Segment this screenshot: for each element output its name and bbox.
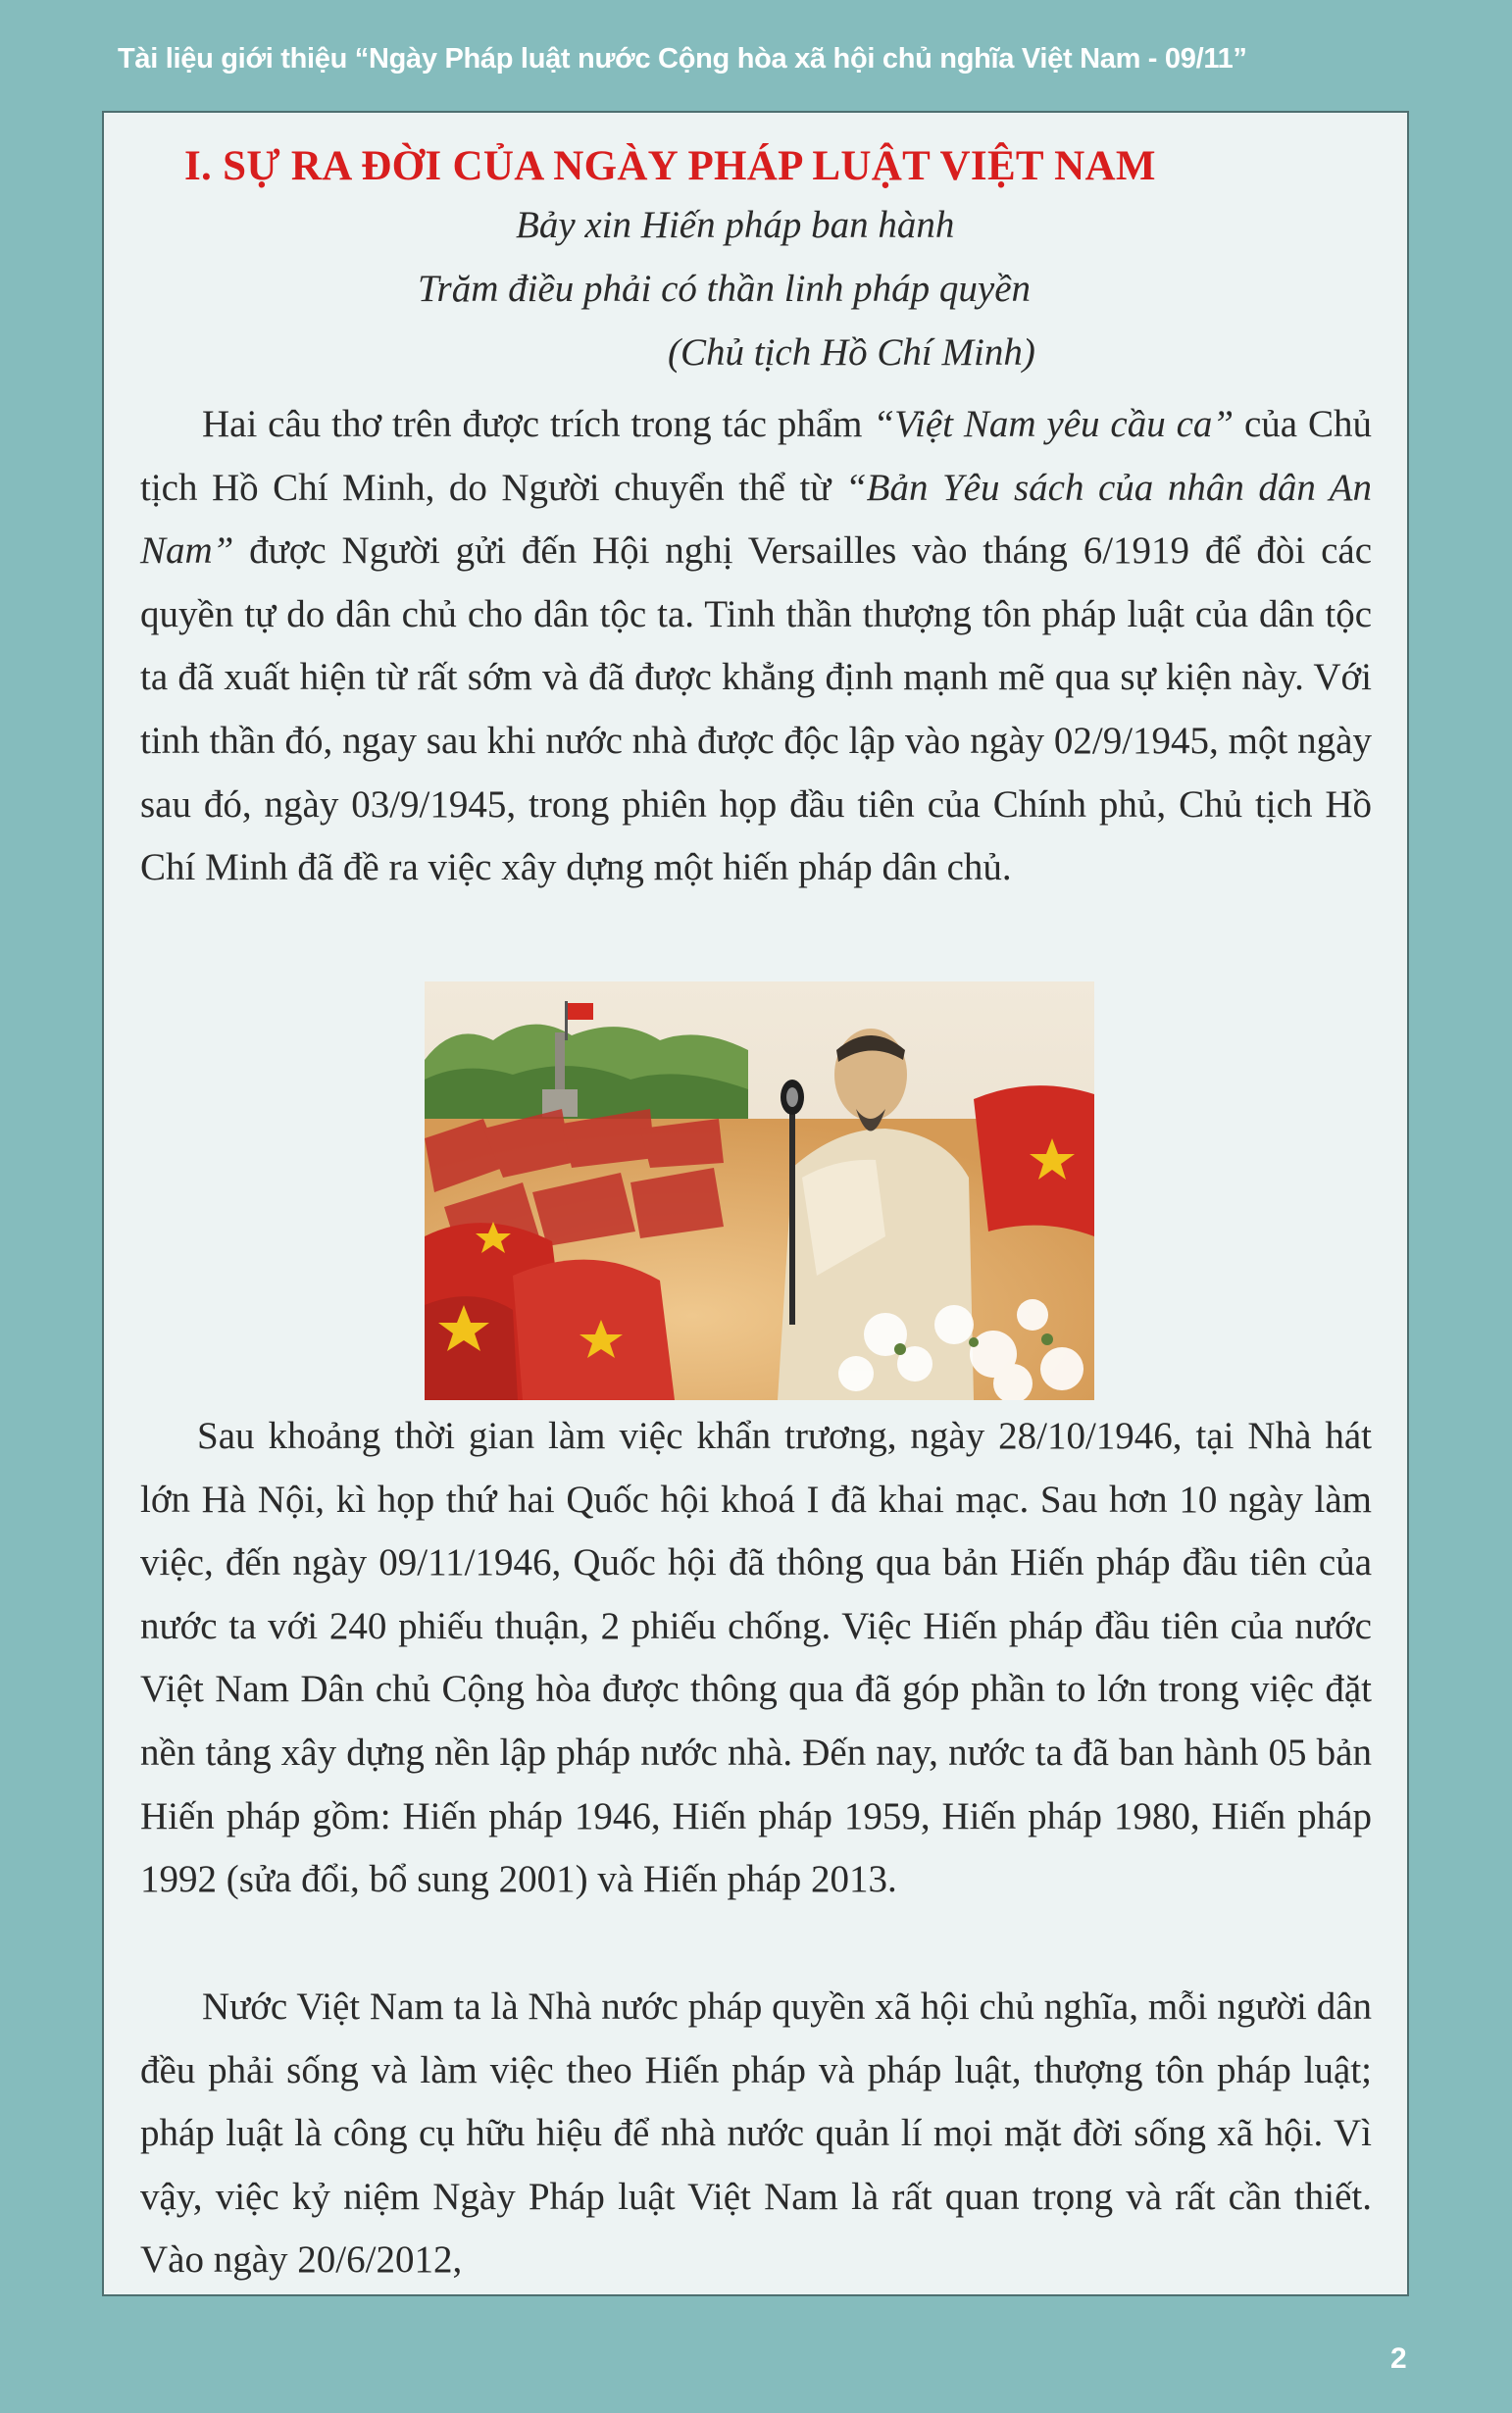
paragraph-intro-text: được Người gửi đến Hội nghị Versailles vào tháng 6/1919 để đòi các quyền tự do dân chủ cho dân tộc ta. Tinh thần thượng tôn pháp luật của dân tộc ta đã xuất hiện từ rất sớm và đã được khẳng định mạnh mẽ qua sự kiện này. Với tinh thần đó, ngay sau khi nước nhà được độc lập vào ngày 02/9/1945, một ngày sau đó, ngày 03/9/1945, trong phiên họp đầu tiên của Chính phủ, Chủ tịch Hồ Chí Minh đã đề ra việc xây dựng một hiến pháp dân chủ.: [140, 529, 1372, 889]
verse-line-2: Trăm điều phải có thần linh pháp quyền: [418, 268, 1032, 310]
paragraph-intro-text: Hai câu thơ trên được trích trong tác phẩm: [202, 403, 874, 445]
paragraph-rule-of-law: Nước Việt Nam ta là Nhà nước pháp quyền xã hội chủ nghĩa, mỗi người dân đều phải sống và làm việc theo Hiến pháp và pháp luật, thượng tôn pháp luật; pháp luật là công cụ hữu hiệu để nhà nước quản lí mọi mặt đời sống xã hội. Vì vậy, việc kỷ niệm Ngày Pháp luật Việt Nam là rất quan trọng và rất cần thiết. Vào ngày 20/6/2012,: [140, 1986, 1372, 2282]
poem-title: “Việt Nam yêu cầu ca”: [873, 403, 1235, 445]
paragraph-intro-text: của Chủ tịch Hồ Chí Minh, do Người chuyển thể từ: [140, 403, 1372, 509]
page-number: 2: [1390, 2342, 1407, 2375]
verse-attribution: (Chủ tịch Hồ Chí Minh): [668, 331, 1035, 374]
ho-chi-minh-painting: [425, 981, 1094, 1400]
section-heading: I. SỰ RA ĐỜI CỦA NGÀY PHÁP LUẬT VIỆT NAM: [184, 143, 1156, 189]
paragraph-intro: [140, 393, 1372, 900]
verse-line-1: Bảy xin Hiến pháp ban hành: [516, 204, 955, 246]
petition-title: “Bản Yêu sách của nhân dân An Nam”: [140, 466, 1372, 573]
running-header: Tài liệu giới thiệu “Ngày Pháp luật nước Cộng hòa xã hội chủ nghĩa Việt Nam - 09/11”: [118, 43, 1247, 75]
content-panel: [102, 111, 1409, 2296]
paragraph-constitution-history: Sau khoảng thời gian làm việc khẩn trương, ngày 28/10/1946, tại Nhà hát lớn Hà Nội, kì họp thứ hai Quốc hội khoá I đã khai mạc. Sau hơn 10 ngày làm việc, đến ngày 09/11/1946, Quốc hội đã thông qua bản Hiến pháp đầu tiên của nước ta với 240 phiếu thuận, 2 phiếu chống. Việc Hiến pháp đầu tiên của nước Việt Nam Dân chủ Cộng hòa được thông qua đã góp phần to lớn trong việc đặt nền tảng xây dựng nền lập pháp nước nhà. Đến nay, nước ta đã ban hành 05 bản Hiến pháp gồm: Hiến pháp 1946, Hiến pháp 1959, Hiến pháp 1980, Hiến pháp 1992 (sửa đổi, bổ sung 2001) và Hiến pháp 2013.: [140, 1415, 1372, 1901]
